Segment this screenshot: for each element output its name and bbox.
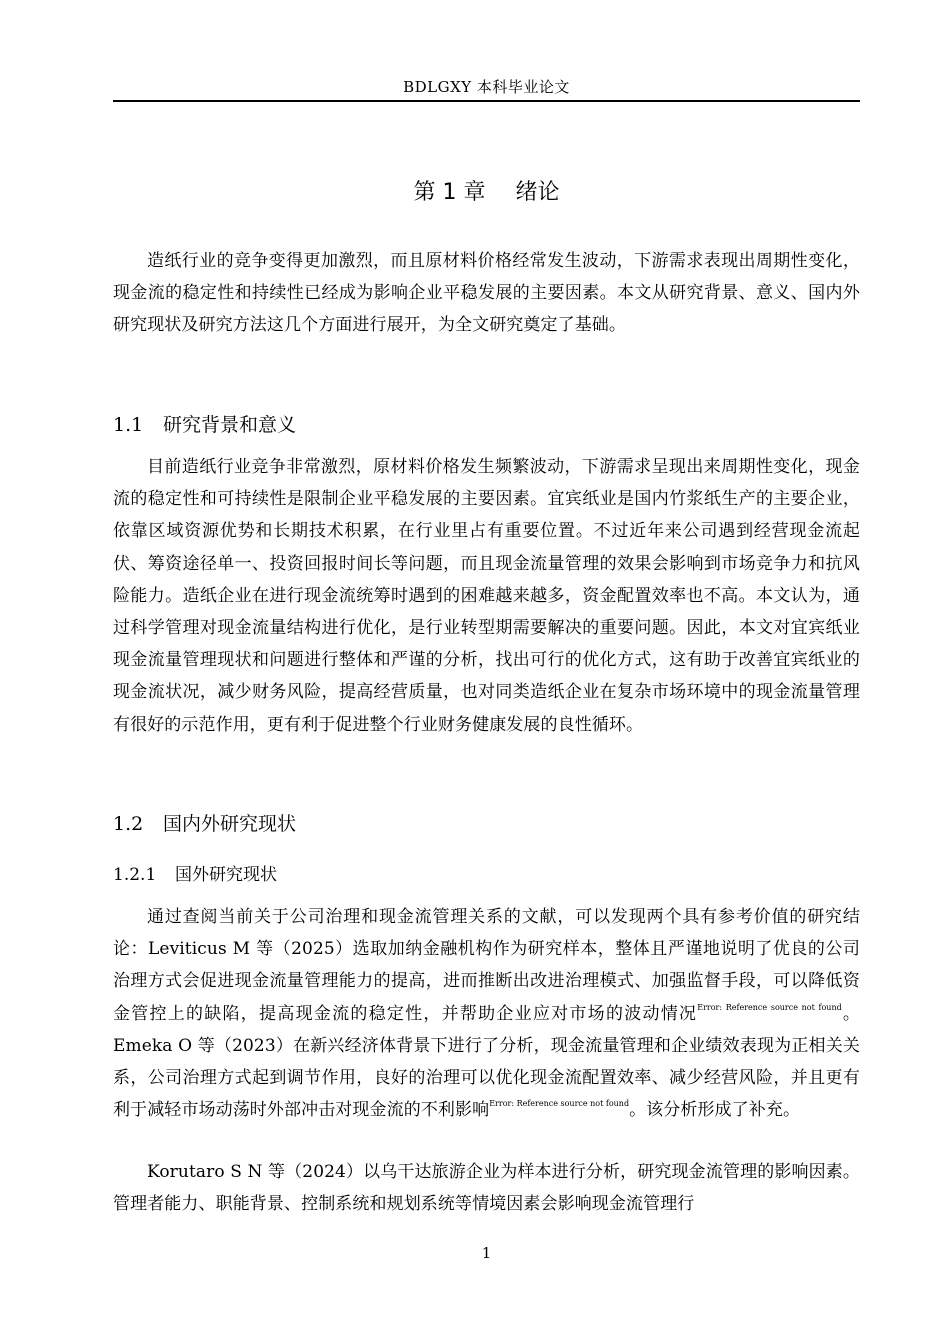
- reference-error-marker: Error: Reference source not found: [697, 1002, 842, 1012]
- background-paragraph: 目前造纸行业竞争非常激烈，原材料价格发生频繁波动，下游需求呈现出来周期性变化，现金流的稳定性和可持续性是限制企业平稳发展的主要因素。宜宾纸业是国内竹浆纸生产的主要企业，依靠区域资源优势和长期技术积累，在行业里占有重要位置。不过近年来公司遇到经营现金流起伏、筹资途径单一、投资回报时间长等问题，而且现金流量管理的效果会影响到市场竞争力和抗风险能力。造纸企业在进行现金流统筹时遇到的困难越来越多，资金配置效率也不高。本文认为，通过科学管理对现金流量结构进行优化，是行业转型期需要解决的重要问题。因此，本文对宜宾纸业现金流量管理现状和问题进行整体和严谨的分析，找出可行的优化方式，这有助于改善宜宾纸业的现金流状况，减少财务风险，提高经营质量，也对同类造纸企业在复杂市场环境中的现金流量管理有很好的示范作用，更有利于促进整个行业财务健康发展的良性循环。: [113, 457, 860, 735]
- subsection-title: 国外研究现状: [175, 865, 277, 885]
- foreign-research-paragraph-2: Korutaro S N 等（2024）以乌干达旅游企业为样本进行分析，研究现金流管理的影响因素。管理者能力、职能背景、控制系统和规划系统等情境因素会影响现金流管理行: [113, 1162, 860, 1215]
- paragraph-text: 。该分析形成了补充。: [629, 1100, 801, 1121]
- subsection-heading-1-2-1: [113, 862, 277, 888]
- paragraph-text: 。Emeka O 等（2023）在新兴经济体背景下进行了分析，现金流量管理和企业绩效表现为正相关关系，公司治理方式起到调节作用，良好的治理可以优化现金流配置效率、减少经营风险，并且更有利于减轻市场动荡时外部冲击对现金流的不利影响: [113, 1003, 861, 1121]
- foreign-research-paragraph-1: [113, 901, 860, 1126]
- page-number: 1: [481, 1244, 492, 1262]
- chapter-number: 第 1 章: [413, 180, 486, 205]
- subsection-number: 1.2.1: [113, 865, 157, 885]
- running-header: BDLGXY 本科毕业论文: [403, 78, 570, 96]
- header-rule: [113, 100, 860, 102]
- section-heading-1-2: [113, 810, 296, 838]
- section-heading-1-1: [113, 411, 296, 439]
- reference-error-marker: Error: Reference source not found: [489, 1099, 630, 1109]
- section-number: 1.1: [113, 414, 144, 436]
- section-title: 研究背景和意义: [163, 414, 297, 436]
- paragraph-text: 通过查阅当前关于公司治理和现金流管理关系的文献，可以发现两个具有参考价值的研究结论：Leviticus M 等（2025）选取加纳金融机构作为研究样本，整体且严谨地说明了优良的公司治理方式会促进现金流量管理能力的提高，进而推断出改进治理模式、加强监督手段，可以降低资金管控上的缺陷，提高现金流的稳定性，并帮助企业应对市场的波动情况: [113, 907, 860, 1024]
- chapter-title: [113, 177, 860, 209]
- section-title: 国内外研究现状: [163, 813, 297, 835]
- chapter-name: 绪论: [515, 180, 560, 205]
- intro-paragraph: 造纸行业的竞争变得更加激烈，而且原材料价格经常发生波动，下游需求表现出周期性变化，现金流的稳定性和持续性已经成为影响企业平稳发展的主要因素。本文从研究背景、意义、国内外研究现状及研究方法这几个方面进行展开，为全文研究奠定了基础。: [113, 251, 860, 336]
- section-number: 1.2: [113, 813, 144, 835]
